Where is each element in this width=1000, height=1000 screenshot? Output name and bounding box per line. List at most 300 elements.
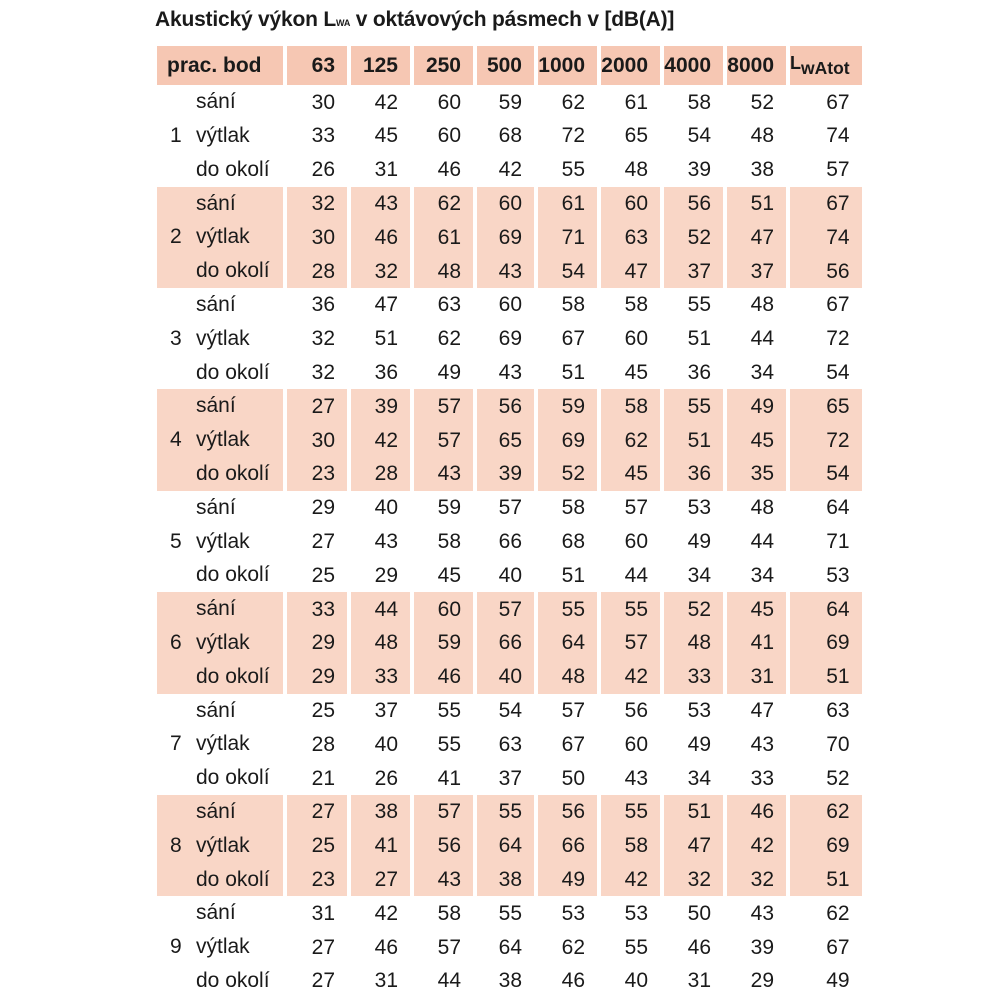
table-row: [157, 558, 862, 592]
band-value-cell: 57: [473, 491, 534, 525]
table-row: [157, 85, 862, 119]
row-point-cell: [157, 288, 283, 322]
band-value-cell: 44: [723, 322, 786, 356]
band-value-cell: 55: [534, 153, 597, 187]
band-value-cell: 30: [283, 85, 347, 119]
row-label: do okolí: [196, 157, 270, 181]
band-value-cell: 55: [597, 930, 660, 964]
band-value-cell: 47: [660, 829, 723, 863]
total-value-cell: 52: [786, 761, 862, 795]
band-value-cell: 47: [347, 288, 410, 322]
band-value-cell: 55: [410, 694, 473, 728]
band-value-cell: 46: [534, 964, 597, 998]
row-label: do okolí: [196, 968, 270, 992]
band-value-cell: 49: [660, 525, 723, 559]
row-label: výtlak: [196, 428, 250, 452]
band-value-cell: 62: [597, 423, 660, 457]
total-value-cell: 62: [786, 795, 862, 829]
row-point-cell: [157, 491, 283, 525]
band-value-cell: 25: [283, 829, 347, 863]
band-value-cell: 40: [347, 727, 410, 761]
band-value-cell: 43: [347, 187, 410, 221]
band-value-cell: 55: [597, 592, 660, 626]
band-value-cell: 58: [534, 288, 597, 322]
total-value-cell: 51: [786, 863, 862, 897]
band-value-cell: 36: [660, 356, 723, 390]
band-value-cell: 36: [660, 457, 723, 491]
band-value-cell: 55: [660, 389, 723, 423]
band-value-cell: 32: [283, 356, 347, 390]
band-value-cell: 69: [473, 322, 534, 356]
row-label: výtlak: [196, 529, 250, 553]
row-label: výtlak: [196, 833, 250, 857]
band-value-cell: 53: [534, 896, 597, 930]
row-point-cell: [157, 187, 283, 221]
band-value-cell: 52: [660, 220, 723, 254]
total-value-cell: 67: [786, 85, 862, 119]
row-point-cell: [157, 930, 283, 964]
title-suffix: v oktávových pásmech v [dB(A)]: [350, 8, 675, 31]
band-value-cell: 34: [723, 558, 786, 592]
band-value-cell: 34: [660, 558, 723, 592]
band-value-cell: 55: [660, 288, 723, 322]
total-value-cell: 72: [786, 322, 862, 356]
band-value-cell: 47: [597, 254, 660, 288]
band-value-cell: 51: [660, 322, 723, 356]
band-value-cell: 46: [723, 795, 786, 829]
band-value-cell: 28: [347, 457, 410, 491]
band-value-cell: 63: [473, 727, 534, 761]
band-value-cell: 53: [597, 896, 660, 930]
band-value-cell: 38: [473, 863, 534, 897]
band-value-cell: 26: [347, 761, 410, 795]
band-value-cell: 63: [597, 220, 660, 254]
table-row: [157, 288, 862, 322]
row-label: do okolí: [196, 766, 270, 790]
point-number: 1: [170, 123, 182, 147]
band-value-cell: 40: [473, 660, 534, 694]
band-value-cell: 69: [534, 423, 597, 457]
band-value-cell: 57: [410, 795, 473, 829]
band-value-cell: 21: [283, 761, 347, 795]
band-value-cell: 39: [347, 389, 410, 423]
band-value-cell: 60: [597, 322, 660, 356]
band-value-cell: 61: [410, 220, 473, 254]
band-value-cell: 41: [347, 829, 410, 863]
band-value-cell: 28: [283, 727, 347, 761]
band-value-cell: 30: [283, 423, 347, 457]
band-value-cell: 59: [410, 491, 473, 525]
band-value-cell: 65: [597, 119, 660, 153]
band-value-cell: 45: [410, 558, 473, 592]
band-value-cell: 51: [660, 795, 723, 829]
band-value-cell: 37: [660, 254, 723, 288]
band-value-cell: 66: [534, 829, 597, 863]
header-band-8000: 8000: [723, 46, 786, 85]
band-value-cell: 46: [347, 220, 410, 254]
band-value-cell: 40: [597, 964, 660, 998]
row-label: do okolí: [196, 664, 270, 688]
band-value-cell: 38: [347, 795, 410, 829]
band-value-cell: 46: [660, 930, 723, 964]
point-number: 3: [170, 326, 182, 350]
table-row: [157, 389, 862, 423]
band-value-cell: 42: [723, 829, 786, 863]
row-point-cell: [157, 829, 283, 863]
band-value-cell: 32: [347, 254, 410, 288]
total-value-cell: 69: [786, 626, 862, 660]
band-value-cell: 39: [473, 457, 534, 491]
table-title: [155, 8, 674, 32]
total-value-cell: 71: [786, 525, 862, 559]
band-value-cell: 59: [410, 626, 473, 660]
band-value-cell: 30: [283, 220, 347, 254]
table-row: [157, 187, 862, 221]
row-point-cell: [157, 525, 283, 559]
table-row: [157, 592, 862, 626]
point-number: 2: [170, 225, 182, 249]
band-value-cell: 43: [723, 896, 786, 930]
band-value-cell: 51: [723, 187, 786, 221]
total-value-cell: 74: [786, 220, 862, 254]
header-row: [157, 46, 862, 85]
row-label: sání: [196, 901, 236, 925]
band-value-cell: 31: [660, 964, 723, 998]
table-row: [157, 930, 862, 964]
band-value-cell: 66: [473, 626, 534, 660]
table-row: [157, 829, 862, 863]
row-point-cell: [157, 457, 283, 491]
band-value-cell: 45: [597, 457, 660, 491]
band-value-cell: 46: [410, 660, 473, 694]
total-value-cell: 51: [786, 660, 862, 694]
band-value-cell: 58: [410, 896, 473, 930]
band-value-cell: 54: [660, 119, 723, 153]
band-value-cell: 64: [534, 626, 597, 660]
band-value-cell: 37: [473, 761, 534, 795]
band-value-cell: 40: [473, 558, 534, 592]
table-row: [157, 254, 862, 288]
band-value-cell: 42: [597, 863, 660, 897]
band-value-cell: 29: [347, 558, 410, 592]
band-value-cell: 57: [410, 389, 473, 423]
total-value-cell: 62: [786, 896, 862, 930]
header-band-1000: 1000: [534, 46, 597, 85]
band-value-cell: 44: [347, 592, 410, 626]
total-value-cell: 63: [786, 694, 862, 728]
band-value-cell: 49: [534, 863, 597, 897]
band-value-cell: 60: [597, 525, 660, 559]
table-row: [157, 896, 862, 930]
row-label: výtlak: [196, 732, 250, 756]
row-point-cell: [157, 795, 283, 829]
total-value-cell: 64: [786, 491, 862, 525]
header-band-4000: 4000: [660, 46, 723, 85]
band-value-cell: 60: [597, 727, 660, 761]
band-value-cell: 44: [723, 525, 786, 559]
row-point-cell: [157, 389, 283, 423]
table-row: [157, 491, 862, 525]
row-label: sání: [196, 191, 236, 215]
band-value-cell: 48: [410, 254, 473, 288]
band-value-cell: 36: [347, 356, 410, 390]
band-value-cell: 60: [473, 187, 534, 221]
row-point-cell: [157, 660, 283, 694]
band-value-cell: 57: [597, 491, 660, 525]
band-value-cell: 55: [473, 795, 534, 829]
row-label: výtlak: [196, 326, 250, 350]
row-label: sání: [196, 698, 236, 722]
band-value-cell: 31: [347, 153, 410, 187]
band-value-cell: 58: [597, 389, 660, 423]
band-value-cell: 57: [410, 423, 473, 457]
band-value-cell: 49: [410, 356, 473, 390]
table-row: [157, 694, 862, 728]
band-value-cell: 48: [723, 119, 786, 153]
band-value-cell: 50: [534, 761, 597, 795]
band-value-cell: 43: [723, 727, 786, 761]
row-point-cell: [157, 727, 283, 761]
band-value-cell: 46: [347, 930, 410, 964]
band-value-cell: 35: [723, 457, 786, 491]
row-point-cell: [157, 964, 283, 998]
band-value-cell: 48: [723, 288, 786, 322]
band-value-cell: 67: [534, 322, 597, 356]
row-point-cell: [157, 863, 283, 897]
band-value-cell: 58: [410, 525, 473, 559]
band-value-cell: 27: [283, 525, 347, 559]
table-row: [157, 153, 862, 187]
band-value-cell: 66: [473, 525, 534, 559]
band-value-cell: 57: [410, 930, 473, 964]
band-value-cell: 26: [283, 153, 347, 187]
band-value-cell: 25: [283, 558, 347, 592]
table-row: [157, 119, 862, 153]
row-label: sání: [196, 597, 236, 621]
row-label: sání: [196, 394, 236, 418]
band-value-cell: 45: [347, 119, 410, 153]
row-label: do okolí: [196, 259, 270, 283]
row-point-cell: [157, 356, 283, 390]
title-subscript: WA: [336, 18, 351, 28]
table-row: [157, 727, 862, 761]
band-value-cell: 46: [410, 153, 473, 187]
point-number: 4: [170, 428, 182, 452]
band-value-cell: 58: [597, 288, 660, 322]
row-point-cell: [157, 85, 283, 119]
row-point-cell: [157, 761, 283, 795]
header-band-2000: 2000: [597, 46, 660, 85]
table-row: [157, 964, 862, 998]
band-value-cell: 64: [473, 930, 534, 964]
band-value-cell: 45: [723, 423, 786, 457]
band-value-cell: 40: [347, 491, 410, 525]
total-value-cell: 72: [786, 423, 862, 457]
band-value-cell: 63: [410, 288, 473, 322]
band-value-cell: 61: [534, 187, 597, 221]
table-row: [157, 423, 862, 457]
band-value-cell: 51: [347, 322, 410, 356]
row-label: výtlak: [196, 123, 250, 147]
header-total: [786, 46, 862, 85]
band-value-cell: 49: [660, 727, 723, 761]
table-row: [157, 220, 862, 254]
band-value-cell: 34: [723, 356, 786, 390]
point-number: 6: [170, 630, 182, 654]
band-value-cell: 56: [410, 829, 473, 863]
row-label: sání: [196, 495, 236, 519]
band-value-cell: 43: [347, 525, 410, 559]
total-value-cell: 70: [786, 727, 862, 761]
total-value-cell: 56: [786, 254, 862, 288]
row-point-cell: [157, 896, 283, 930]
band-value-cell: 57: [473, 592, 534, 626]
total-value-cell: 67: [786, 288, 862, 322]
total-value-cell: 74: [786, 119, 862, 153]
band-value-cell: 44: [410, 964, 473, 998]
band-value-cell: 71: [534, 220, 597, 254]
row-point-cell: [157, 119, 283, 153]
band-value-cell: 38: [723, 153, 786, 187]
band-value-cell: 53: [660, 491, 723, 525]
band-value-cell: 48: [534, 660, 597, 694]
band-value-cell: 37: [347, 694, 410, 728]
band-value-cell: 31: [347, 964, 410, 998]
band-value-cell: 32: [723, 863, 786, 897]
table-row: [157, 457, 862, 491]
point-number: 8: [170, 833, 182, 857]
row-point-cell: [157, 592, 283, 626]
band-value-cell: 32: [660, 863, 723, 897]
band-value-cell: 59: [534, 389, 597, 423]
total-value-cell: 67: [786, 930, 862, 964]
band-value-cell: 55: [473, 896, 534, 930]
band-value-cell: 48: [347, 626, 410, 660]
band-value-cell: 27: [283, 930, 347, 964]
row-point-cell: [157, 423, 283, 457]
band-value-cell: 58: [597, 829, 660, 863]
band-value-cell: 45: [723, 592, 786, 626]
band-value-cell: 60: [410, 592, 473, 626]
band-value-cell: 27: [283, 389, 347, 423]
table-row: [157, 863, 862, 897]
header-total-sub: wAtot: [801, 58, 850, 79]
band-value-cell: 51: [534, 558, 597, 592]
total-value-cell: 65: [786, 389, 862, 423]
row-label: výtlak: [196, 225, 250, 249]
band-value-cell: 29: [283, 491, 347, 525]
table-row: [157, 626, 862, 660]
band-value-cell: 69: [473, 220, 534, 254]
band-value-cell: 33: [347, 660, 410, 694]
band-value-cell: 33: [723, 761, 786, 795]
band-value-cell: 42: [473, 153, 534, 187]
band-value-cell: 50: [660, 896, 723, 930]
band-value-cell: 43: [473, 356, 534, 390]
acoustic-power-table: [157, 46, 862, 998]
total-value-cell: 53: [786, 558, 862, 592]
row-label: sání: [196, 799, 236, 823]
band-value-cell: 54: [473, 694, 534, 728]
band-value-cell: 48: [597, 153, 660, 187]
header-band-500: 500: [473, 46, 534, 85]
band-value-cell: 48: [660, 626, 723, 660]
band-value-cell: 28: [283, 254, 347, 288]
table-row: [157, 761, 862, 795]
row-point-cell: [157, 694, 283, 728]
band-value-cell: 55: [410, 727, 473, 761]
band-value-cell: 43: [473, 254, 534, 288]
row-label: sání: [196, 292, 236, 316]
band-value-cell: 55: [534, 592, 597, 626]
band-value-cell: 52: [723, 85, 786, 119]
band-value-cell: 25: [283, 694, 347, 728]
band-value-cell: 58: [660, 85, 723, 119]
row-point-cell: [157, 322, 283, 356]
band-value-cell: 39: [660, 153, 723, 187]
band-value-cell: 60: [597, 187, 660, 221]
total-value-cell: 69: [786, 829, 862, 863]
band-value-cell: 62: [410, 187, 473, 221]
band-value-cell: 68: [534, 525, 597, 559]
band-value-cell: 51: [534, 356, 597, 390]
band-value-cell: 33: [283, 592, 347, 626]
title-prefix: Akustický výkon L: [155, 8, 337, 31]
band-value-cell: 34: [660, 761, 723, 795]
row-label: do okolí: [196, 461, 270, 485]
band-value-cell: 36: [283, 288, 347, 322]
total-value-cell: 57: [786, 153, 862, 187]
table-row: [157, 795, 862, 829]
row-point-cell: [157, 558, 283, 592]
point-number: 5: [170, 529, 182, 553]
band-value-cell: 60: [410, 85, 473, 119]
band-value-cell: 32: [283, 322, 347, 356]
band-value-cell: 29: [283, 660, 347, 694]
header-band-63: 63: [283, 46, 347, 85]
band-value-cell: 60: [473, 288, 534, 322]
band-value-cell: 57: [597, 626, 660, 660]
band-value-cell: 41: [410, 761, 473, 795]
row-label: výtlak: [196, 935, 250, 959]
row-point-cell: [157, 254, 283, 288]
row-point-cell: [157, 220, 283, 254]
band-value-cell: 60: [410, 119, 473, 153]
band-value-cell: 33: [283, 119, 347, 153]
band-value-cell: 62: [410, 322, 473, 356]
band-value-cell: 43: [597, 761, 660, 795]
band-value-cell: 39: [723, 930, 786, 964]
band-value-cell: 65: [473, 423, 534, 457]
total-value-cell: 54: [786, 457, 862, 491]
band-value-cell: 53: [660, 694, 723, 728]
band-value-cell: 42: [597, 660, 660, 694]
row-point-cell: [157, 153, 283, 187]
band-value-cell: 41: [723, 626, 786, 660]
point-number: 7: [170, 732, 182, 756]
band-value-cell: 62: [534, 930, 597, 964]
total-value-cell: 64: [786, 592, 862, 626]
band-value-cell: 52: [534, 457, 597, 491]
band-value-cell: 42: [347, 85, 410, 119]
band-value-cell: 43: [410, 863, 473, 897]
band-value-cell: 51: [660, 423, 723, 457]
band-value-cell: 42: [347, 423, 410, 457]
total-value-cell: 67: [786, 187, 862, 221]
band-value-cell: 58: [534, 491, 597, 525]
band-value-cell: 27: [347, 863, 410, 897]
band-value-cell: 45: [597, 356, 660, 390]
